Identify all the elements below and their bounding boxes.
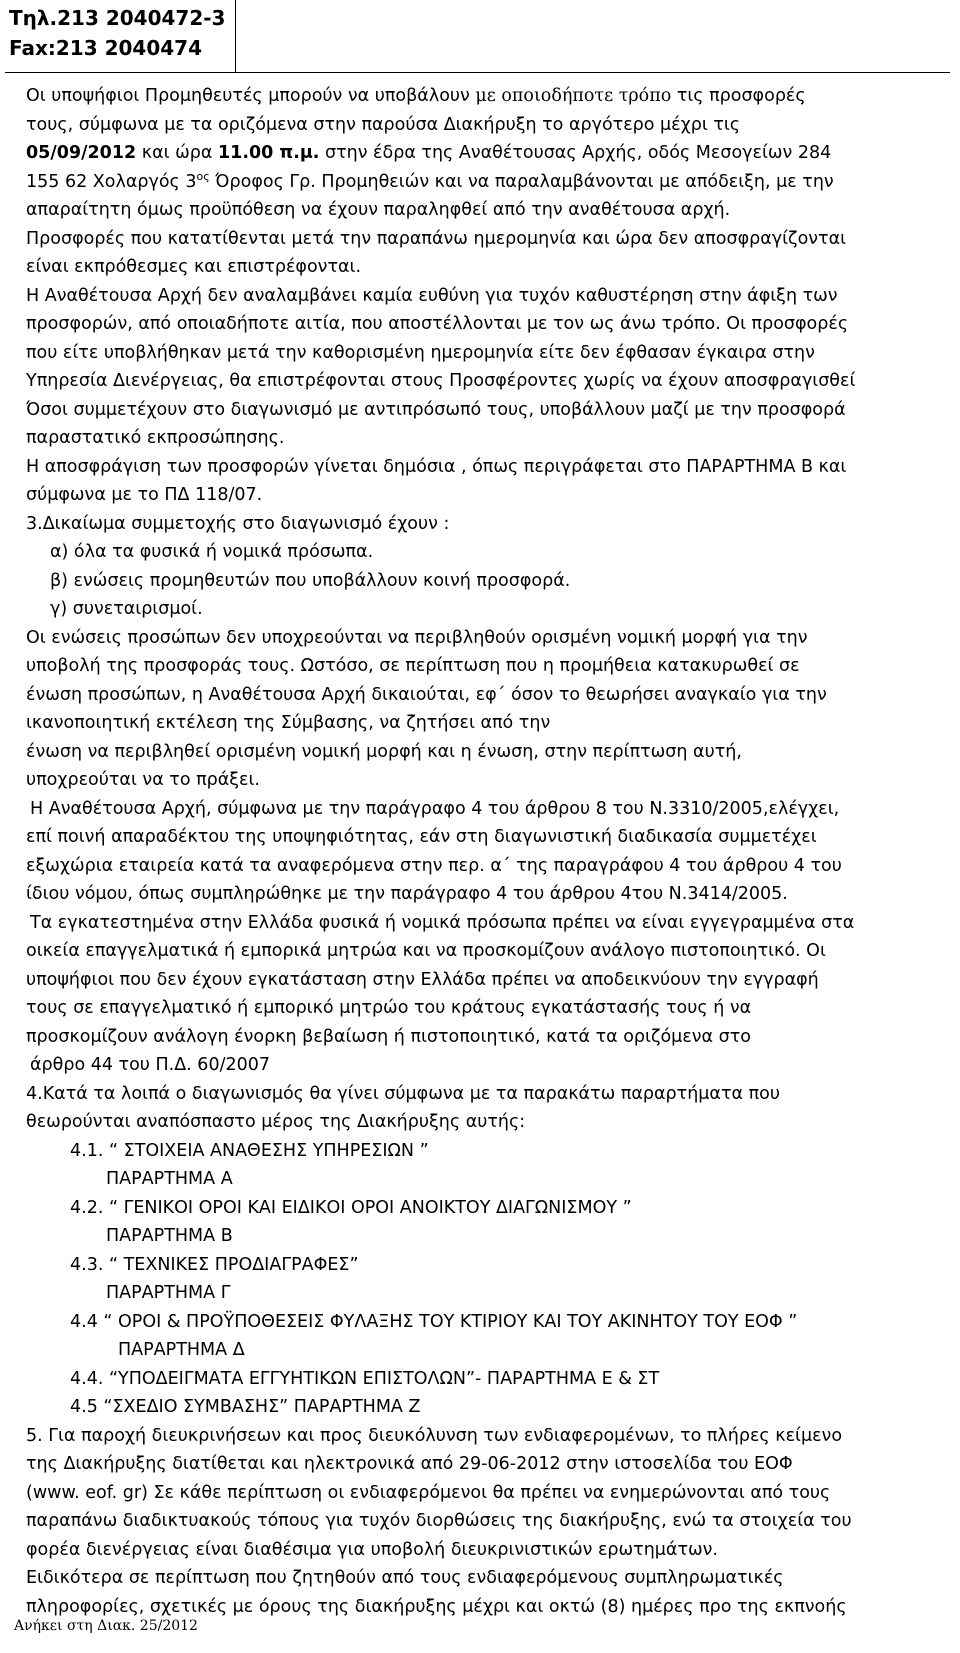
- text-line: (www. eof. gr) Σε κάθε περίπτωση οι ενδιαφερόμενοι θα πρέπει να ενημερώνονται από τους: [26, 1482, 831, 1503]
- list-item: α) όλα τα φυσικά ή νομικά πρόσωπα.: [50, 542, 374, 562]
- deadline-time: 11.00 π.μ.: [217, 143, 320, 163]
- text-line: είναι εκπρόθεσμες και επιστρέφονται.: [26, 257, 362, 277]
- text-line: Οι ενώσεις προσώπων δεν υποχρεούνται να περιβληθούν ορισμένη νομική μορφή για την: [26, 627, 808, 648]
- page-footer: Ανήκει στη Διακ. 25/2012: [14, 1618, 198, 1634]
- text-line: υποψήφιοι που δεν έχουν εγκατάσταση στην Ελλάδα πρέπει να αποδεικνύουν την εγγραφή: [26, 969, 819, 990]
- fax-number: Fax:213 2040474: [9, 36, 203, 60]
- text-line: παραπάνω διαδικτυακούς τόπους για τυχόν διορθώσεις της διακήρυξης, ενώ τα στοιχεία του: [26, 1511, 852, 1531]
- text-line: Ειδικότερα σε περίπτωση που ζητηθούν από τους ενδιαφερόμενους συμπληρωματικές: [26, 1568, 784, 1588]
- text-line: επί ποινή απαραδέκτου της υποψηφιότητας, εάν στη διαγωνιστική διαδικασία συμμετέχει: [26, 827, 817, 847]
- text-line: Προσφορές που κατατίθενται μετά την παραπάνω ημερομηνία και ώρα δεν αποσφραγίζονται: [26, 228, 847, 249]
- section-heading-3: 3.Δικαίωμα συμμετοχής στο διαγωνισμό έχουν :: [26, 513, 450, 534]
- annex-label: ΠΑΡΑΡΤΗΜΑ Β: [106, 1226, 233, 1246]
- text-line: οικεία επαγγελματικά ή εμπορικά μητρώα και να προσκομίζουν ανάλογο πιστοποιητικό. Οι: [26, 941, 826, 961]
- annex-label: ΠΑΡΑΡΤΗΜΑ Α: [106, 1169, 233, 1189]
- text-line: 05/09/2012 και ώρα 11.00 π.μ. στην έδρα της Αναθέτουσας Αρχής, οδός Μεσογείων 284: [26, 143, 832, 163]
- list-item: γ) συνεταιρισμοί.: [50, 599, 203, 619]
- emphasis-phrase: με οποιοδήποτε τρόπο: [475, 86, 672, 106]
- list-item: β) ενώσεις προμηθευτών που υποβάλλουν κοινή προσφορά.: [50, 570, 571, 591]
- section-heading-4: 4.Κατά τα λοιπά ο διαγωνισμός θα γίνει σύμφωνα με τα παρακάτω παραρτήματα που: [26, 1083, 780, 1104]
- section-heading-5: 5. Για παροχή διευκρινήσεων και προς διευκόλυνση των ενδιαφερομένων, το πλήρες κείμενο: [26, 1425, 843, 1446]
- annex-label: ΠΑΡΑΡΤΗΜΑ Γ: [106, 1283, 231, 1303]
- document-body: [26, 82, 946, 1621]
- text-line: Η Αναθέτουσα Αρχή δεν αναλαμβάνει καμία ευθύνη για τυχόν καθυστέρηση στην άφιξη των: [26, 285, 838, 306]
- annex-item: 4.4. “ΥΠΟΔΕΙΓΜΑΤΑ ΕΓΓΥΗΤΙΚΩΝ ΕΠΙΣΤΟΛΩΝ”- ΠΑΡΑΡΤΗΜΑ Ε & ΣΤ: [70, 1368, 660, 1389]
- text-line: απαραίτητη όμως προϋπόθεση να έχουν παραληφθεί από την αναθέτουσα αρχή.: [26, 200, 731, 220]
- text-line: τους, σύμφωνα με τα οριζόμενα στην παρούσα Διακήρυξη το αργότερο μέχρι τις: [26, 114, 741, 135]
- text-line: φορέα διενέργειας είναι διαθέσιμα για υποβολή διευκρινιστικών ερωτημάτων.: [26, 1539, 718, 1560]
- annex-item: 4.2. “ ΓΕΝΙΚΟΙ ΟΡΟΙ ΚΑΙ ΕΙΔΙΚΟΙ ΟΡΟΙ ΑΝΟΙΚΤΟΥ ΔΙΑΓΩΝΙΣΜΟΥ ”: [70, 1197, 632, 1218]
- text-line: Η Αναθέτουσα Αρχή, σύμφωνα με την παράγραφο 4 του άρθρου 8 του Ν.3310/2005,ελέγχει,: [30, 798, 840, 819]
- text-line: ίδιου νόμου, όπως συμπληρώθηκε με την παράγραφο 4 του άρθρου 4του Ν.3414/2005.: [26, 884, 788, 904]
- text-line: 155 62 Χολαργός $3^{o\varsigma}$ Όροφος Γρ. Προμηθειών και να παραλαμβάνονται με απόδειξη, με την: [26, 169, 834, 192]
- text-line: σύμφωνα με το ΠΔ 118/07.: [26, 485, 263, 505]
- text-line: ένωση να περιβληθεί ορισμένη νομική μορφή και η ένωση, στην περίπτωση αυτή,: [26, 741, 742, 762]
- text-line: υποχρεούται να το πράξει.: [26, 770, 260, 790]
- text-line: που είτε υποβλήθηκαν μετά την καθορισμένη ημερομηνία είτε δεν έφθασαν έγκαιρα στην: [26, 342, 815, 363]
- deadline-date: 05/09/2012: [26, 143, 137, 163]
- text-line: εξωχώρια εταιρεία κατά τα αναφερόμενα στην περ. α΄ της παραγράφου 4 του άρθρου 4 του: [26, 855, 842, 876]
- phone-number: Τηλ.213 2040472-3: [9, 6, 226, 30]
- annex-item: 4.1. “ ΣΤΟΙΧΕΙΑ ΑΝΑΘΕΣΗΣ ΥΠΗΡΕΣΙΩΝ ”: [70, 1140, 429, 1161]
- text-line: Τα εγκατεστημένα στην Ελλάδα φυσικά ή νομικά πρόσωπα πρέπει να είναι εγγεγραμμένα στα: [30, 912, 855, 933]
- text-line: άρθρο 44 του Π.Δ. 60/2007: [30, 1055, 271, 1075]
- annex-label: ΠΑΡΑΡΤΗΜΑ Δ: [118, 1340, 245, 1360]
- text-line: τους σε επαγγελματικό ή εμπορικό μητρώο του κράτους εγκατάστασής τους ή να: [26, 998, 752, 1018]
- text-line: Οι υποψήφιοι Προμηθευτές μπορούν να υποβάλουν με οποιοδήποτε τρόπο τις προσφορές: [26, 86, 806, 106]
- text-line: ένωση προσώπων, η Αναθέτουσα Αρχή δικαιούται, εφ΄ όσον το θεωρήσει αναγκαίο για την: [26, 684, 827, 705]
- text-line: προσφορών, από οποιαδήποτε αιτία, που αποστέλλονται με τον ως άνω τρόπο. Οι προσφορές: [26, 314, 849, 334]
- text-line: θεωρούνται αναπόσπαστο μέρος της Διακήρυξης αυτής:: [26, 1112, 526, 1132]
- text-line: της Διακήρυξης διατίθεται και ηλεκτρονικά από 29-06-2012 στην ιστοσελίδα του ΕΟΦ: [26, 1454, 793, 1474]
- text-line: προσκομίζουν ανάλογη ένορκη βεβαίωση ή πιστοποιητικό, κατά τα οριζόμενα στο: [26, 1026, 751, 1047]
- text-line: Υπηρεσία Διενέργειας, θα επιστρέφονται στους Προσφέροντες χωρίς να έχουν αποσφραγισθεί: [26, 371, 856, 391]
- text-line: πληροφορίες, σχετικές με όρους της διακήρυξης μέχρι και οκτώ (8) ημέρες προ της εκπνοής: [26, 1596, 847, 1617]
- text-line: υποβολή της προσφοράς τους. Ωστόσο, σε περίπτωση που η προμήθεια κατακυρωθεί σε: [26, 656, 800, 676]
- text-line: Η αποσφράγιση των προσφορών γίνεται δημόσια , όπως περιγράφεται στο ΠΑΡΑΡΤΗΜΑ Β και: [26, 456, 847, 477]
- annex-item: 4.4 “ ΟΡΟΙ & ΠΡΟΫΠΟΘΕΣΕΙΣ ΦΥΛΑΞΗΣ ΤΟΥ ΚΤΙΡΙΟΥ ΚΑΙ ΤΟΥ ΑΚΙΝΗΤΟΥ ΤΟΥ ΕΟΦ ”: [70, 1311, 798, 1332]
- text-line: ικανοποιητική εκτέλεση της Σύμβασης, να ζητήσει από την: [26, 713, 551, 733]
- text-line: παραστατικό εκπροσώπησης.: [26, 428, 285, 448]
- text-line: Όσοι συμμετέχουν στο διαγωνισμό με αντιπρόσωπό τους, υποβάλλουν μαζί με την προσφορά: [26, 399, 846, 420]
- annex-item: 4.5 “ΣΧΕΔΙΟ ΣΥΜΒΑΣΗΣ” ΠΑΡΑΡΤΗΜΑ Ζ: [70, 1397, 421, 1417]
- contact-box: [5, 0, 236, 73]
- header-rule: [235, 72, 950, 73]
- annex-item: 4.3. “ ΤΕΧΝΙΚΕΣ ΠΡΟΔΙΑΓΡΑΦΕΣ”: [70, 1254, 359, 1275]
